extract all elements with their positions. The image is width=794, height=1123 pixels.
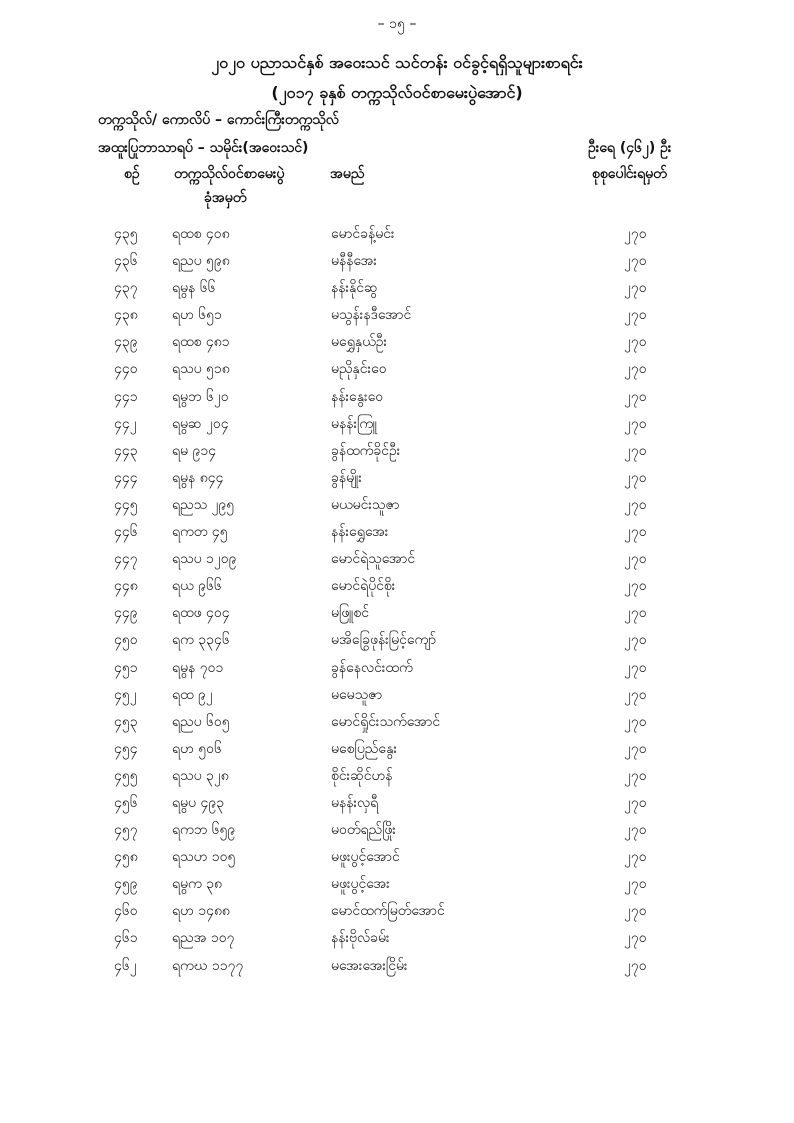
header-roll-line2: ခုံအမှတ် xyxy=(204,190,247,206)
student-name: မစေပြည်နွေး xyxy=(331,740,398,757)
row-number: ၄၃၉ xyxy=(114,334,138,351)
table-row xyxy=(0,683,794,710)
total-marks: ၂၇၀ xyxy=(624,442,647,459)
table-row xyxy=(0,357,794,384)
table-row xyxy=(0,899,794,926)
table-row xyxy=(0,601,794,628)
row-number: ၄၅၆ xyxy=(114,794,138,811)
roll-number: ရထဖ ၄၀၄ xyxy=(172,605,230,622)
total-marks: ၂၇၀ xyxy=(624,361,647,378)
student-name: မဖူးပွင့်အေး xyxy=(331,876,390,893)
total-marks: ၂၇၀ xyxy=(624,280,647,297)
table-row xyxy=(0,222,794,249)
total-marks: ၂၇၀ xyxy=(624,930,647,947)
student-name: မောင်ခန့်မင်း xyxy=(331,226,395,242)
header-roll: တက္ကသိုလ်ဝင်စာမေးပွဲ xyxy=(174,166,285,182)
roll-number: ရမွန ၈၄၄ xyxy=(172,469,224,486)
header-marks: စုစုပေါင်းရမှတ် xyxy=(592,166,667,182)
table-row xyxy=(0,385,794,412)
roll-number: ရညပ ၆၀၅ xyxy=(172,713,230,730)
row-number: ၄၅၀ xyxy=(114,632,138,649)
total-marks: ၂၇၀ xyxy=(624,551,647,568)
student-name: မောင်ထက်မြတ်အောင် xyxy=(331,903,445,920)
table-row xyxy=(0,466,794,493)
total-marks: ၂၇၀ xyxy=(624,307,647,324)
table-row xyxy=(0,737,794,764)
total-count: ဦးရေ (၄၆၂) ဦး xyxy=(588,140,672,156)
roll-number: ရမ ၉၁၄ xyxy=(172,442,217,459)
department-line: တက္ကသိုလ်/ ကောလိပ် – ကောင်းကြီးတက္ကသိုလ် xyxy=(98,112,339,128)
row-number: ၄၃၆ xyxy=(114,253,138,270)
table-row xyxy=(0,547,794,574)
header-no: စဉ် xyxy=(124,166,140,182)
roll-number: ရထ ၉၂ xyxy=(172,686,213,703)
roll-number: ရမွဆ ၂၀၄ xyxy=(172,415,229,432)
header-name: အမည် xyxy=(330,166,365,182)
table-row xyxy=(0,628,794,655)
student-name: ခွန်ထက်ခိုင်ဦး xyxy=(331,442,401,459)
student-name: မနီနီအေး xyxy=(331,253,377,270)
roll-number: ရသပ ၁၂၀၉ xyxy=(172,551,237,568)
specialization-line: အထူးပြုဘာသာရပ် – သမိုင်း(အဝေးသင်) xyxy=(98,140,309,156)
table-row xyxy=(0,412,794,439)
row-number: ၄၄၈ xyxy=(114,578,138,595)
table-row xyxy=(0,520,794,547)
row-number: ၄၄၅ xyxy=(114,496,138,513)
student-name: ခွန်မျိုး xyxy=(331,469,362,486)
roll-number: ရကဘ ၆၅၉ xyxy=(172,822,236,839)
table-row xyxy=(0,439,794,466)
table-row xyxy=(0,574,794,601)
row-number: ၄၅၈ xyxy=(114,849,138,866)
roll-number: ရဟ ၁၄၈၈ xyxy=(172,903,230,920)
student-name: မယမင်းသူဇာ xyxy=(331,496,400,513)
roll-number: ရမွန ၇၀၁ xyxy=(172,659,224,676)
student-name: မောင်ရှိုင်းသက်အောင် xyxy=(331,713,441,730)
student-name: နန်းနွေးဝေ xyxy=(331,388,384,405)
roll-number: ရက ၃၃၄၆ xyxy=(172,632,230,649)
row-number: ၄၅၁ xyxy=(114,659,138,676)
total-marks: ၂၇၀ xyxy=(624,740,647,757)
table-row xyxy=(0,872,794,899)
document-title: ၂၀၂၀ ပညာသင်နှစ် အဝေးသင် သင်တန်း ဝင်ခွင့်ရရှိသူများစာရင်း xyxy=(211,53,583,72)
row-number: ၄၅၂ xyxy=(114,686,137,703)
total-marks: ၂၇၀ xyxy=(624,578,647,595)
roll-number: ရမွက ၃၈ xyxy=(172,876,223,893)
student-name: မသွန်းနဒီအောင် xyxy=(331,307,412,324)
total-marks: ၂၇၀ xyxy=(624,822,647,839)
total-marks: ၂၇၀ xyxy=(624,794,647,811)
table-row xyxy=(0,845,794,872)
total-marks: ၂၇၀ xyxy=(624,496,647,513)
row-number: ၄၅၅ xyxy=(114,767,138,784)
student-name: မမေသူဇာ xyxy=(331,686,383,703)
document-subtitle: (၂၀၁၇ ခုနှစ် တက္ကသိုလ်ဝင်စာမေးပွဲအောင်) xyxy=(271,83,523,102)
row-number: ၄၄၀ xyxy=(114,361,138,378)
roll-number: ရမွပ ၄၉၃ xyxy=(172,794,225,811)
total-marks: ၂၇၀ xyxy=(624,415,647,432)
roll-number: ရသဟ ၁၀၅ xyxy=(172,849,236,866)
total-marks: ၂၇၀ xyxy=(624,605,647,622)
student-name: မရွှေနှယ်ဦး xyxy=(331,334,388,351)
student-name: မောင်ရဲသူအောင် xyxy=(331,551,416,568)
roll-number: ရကဃ ၁၁၇၇ xyxy=(172,957,244,974)
table-row xyxy=(0,656,794,683)
row-number: ၄၄၃ xyxy=(114,442,138,459)
student-name: မညိုနှင်းဝေ xyxy=(331,361,387,378)
total-marks: ၂၇၀ xyxy=(624,253,647,270)
student-name: စိုင်းဆိုင်ဟန် xyxy=(331,767,393,784)
total-marks: ၂၇၀ xyxy=(624,767,647,784)
table-row xyxy=(0,954,794,981)
student-name: မဖူးပွင့်အောင် xyxy=(331,849,400,866)
student-name: နန်းဗိုလ်ခမ်း xyxy=(331,930,390,947)
row-number: ၄၆၂ xyxy=(114,957,137,974)
row-number: ၄၄၁ xyxy=(114,388,138,405)
roll-number: ရညသ ၂၉၅ xyxy=(172,496,235,513)
student-name: မဖြူစင် xyxy=(331,605,370,622)
row-number: ၄၅၃ xyxy=(114,713,138,730)
total-marks: ၂၇၀ xyxy=(624,903,647,920)
total-marks: ၂၇၀ xyxy=(624,659,647,676)
roll-number: ရသပ ၃၂၈ xyxy=(172,767,229,784)
student-name: နန်းနိုင်ဆွ xyxy=(331,280,378,297)
total-marks: ၂၇၀ xyxy=(624,957,647,974)
student-name: မအေးအေးငြိမ်း xyxy=(331,957,408,974)
student-name: မောင်ရဲပိုင်စိုး xyxy=(331,578,396,595)
student-name: မနန်းကြူ xyxy=(331,415,378,432)
roll-number: ရထစ ၄၀၈ xyxy=(172,226,230,242)
table-row xyxy=(0,818,794,845)
row-number: ၄၅၄ xyxy=(114,740,138,757)
row-number: ၄၃၅ xyxy=(114,226,138,242)
table-row xyxy=(0,493,794,520)
total-marks: ၂၇၀ xyxy=(624,876,647,893)
total-marks: ၂၇၀ xyxy=(624,388,647,405)
row-number: ၄၄၉ xyxy=(114,605,138,622)
roll-number: ရညအ ၁၀၇ xyxy=(172,930,235,947)
student-name: မဝတ်ရည်ဖြိုး xyxy=(331,822,396,839)
table-row xyxy=(0,303,794,330)
total-marks: ၂၇၀ xyxy=(624,849,647,866)
roll-number: ရမွဘ ၆၂၀ xyxy=(172,388,229,405)
total-marks: ၂၇၀ xyxy=(624,632,647,649)
table-row xyxy=(0,276,794,303)
roll-number: ရဟ ၆၅၁ xyxy=(172,307,222,324)
roll-number: ရသပ ၅၁၈ xyxy=(172,361,230,378)
page-number: – ၁၅ – xyxy=(377,16,417,32)
row-number: ၄၄၆ xyxy=(114,524,138,541)
roll-number: ရယ ၉၆၆ xyxy=(172,578,222,595)
student-name: မနန်းလှရီ xyxy=(331,794,379,811)
row-number: ၄၆၁ xyxy=(114,930,138,947)
row-number: ၄၄၄ xyxy=(114,469,138,486)
row-number: ၄၄၇ xyxy=(114,551,138,568)
row-number: ၄၄၂ xyxy=(114,415,137,432)
student-name: နန်းရွှေအေး xyxy=(331,524,389,541)
row-number: ၄၆၀ xyxy=(114,903,138,920)
student-name: ခွန်နေလင်းထက် xyxy=(331,659,413,676)
table-row xyxy=(0,330,794,357)
row-number: ၄၅၇ xyxy=(114,822,138,839)
total-marks: ၂၇၀ xyxy=(624,524,647,541)
row-number: ၄၅၉ xyxy=(114,876,138,893)
roll-number: ရကတ ၄၅ xyxy=(172,524,228,541)
row-number: ၄၃၈ xyxy=(114,307,138,324)
total-marks: ၂၇၀ xyxy=(624,226,647,242)
roll-number: ရညပ ၅၉၈ xyxy=(172,253,230,270)
roll-number: ရဟ ၅၀၆ xyxy=(172,740,222,757)
total-marks: ၂၇၀ xyxy=(624,686,647,703)
roll-number: ရမွန ၆၆ xyxy=(172,280,216,297)
total-marks: ၂၇၀ xyxy=(624,469,647,486)
table-row xyxy=(0,710,794,737)
table-row xyxy=(0,926,794,953)
table-row xyxy=(0,791,794,818)
total-marks: ၂၇၀ xyxy=(624,713,647,730)
total-marks: ၂၇၀ xyxy=(624,334,647,351)
row-number: ၄၃၇ xyxy=(114,280,138,297)
roll-number: ရထစ ၄၈၁ xyxy=(172,334,230,351)
table-row xyxy=(0,764,794,791)
student-name: မအိခြွေဖုန်းမြင့်ကျော် xyxy=(331,632,437,649)
results-list xyxy=(0,222,794,981)
table-row xyxy=(0,249,794,276)
